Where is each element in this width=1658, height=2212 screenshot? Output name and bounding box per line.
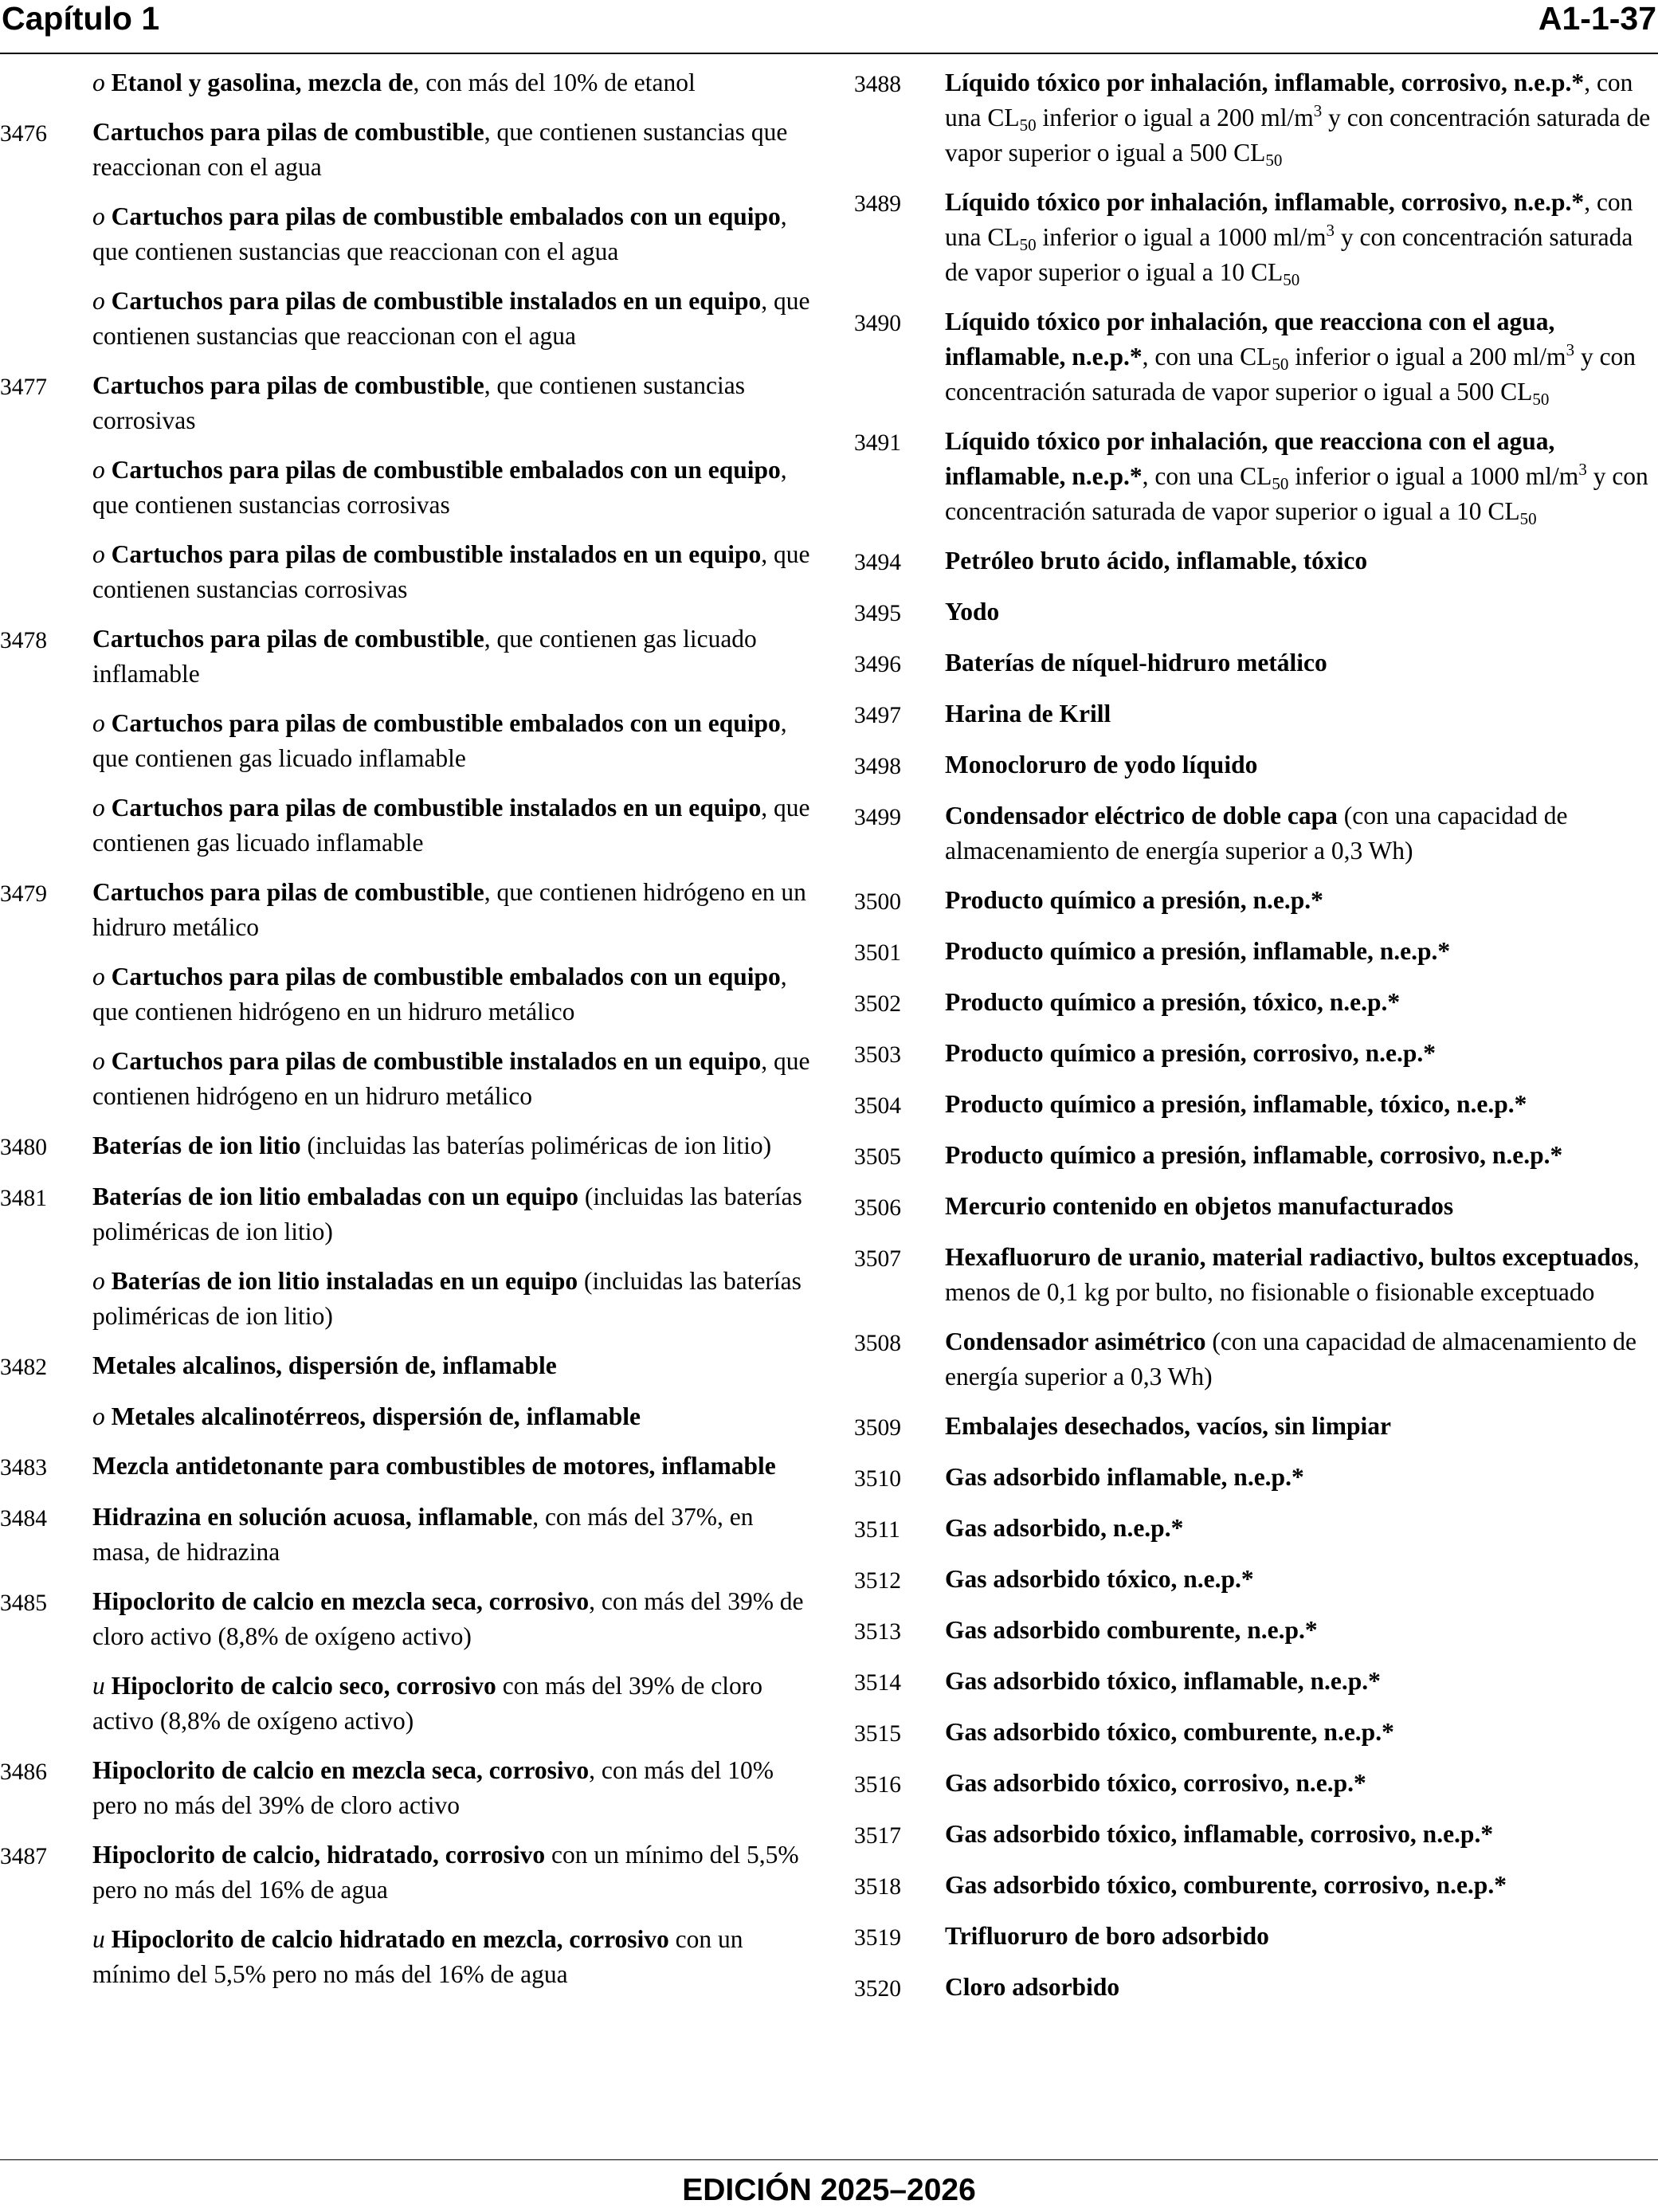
description-part: Gas adsorbido comburente, n.e.p.* — [945, 1616, 1318, 1644]
un-number: 3496 — [854, 652, 901, 677]
un-description — [92, 1837, 813, 1908]
un-entry — [0, 368, 813, 438]
un-number: 3513 — [854, 1619, 901, 1645]
un-number: 3499 — [854, 805, 901, 830]
un-number: 3500 — [854, 889, 901, 915]
un-entry — [854, 1511, 1658, 1547]
un-entry — [854, 883, 1658, 920]
edition-footer: EDICIÓN 2025–2026 — [682, 2173, 976, 2207]
description-part: , con más del 10% pero no más del 39% de cloro activo — [92, 1756, 774, 1819]
un-description — [92, 537, 813, 607]
description-part: o — [92, 287, 112, 315]
un-description — [945, 1460, 1658, 1495]
un-entry — [0, 1044, 813, 1114]
un-number — [0, 1922, 92, 1924]
un-description — [945, 1919, 1658, 1954]
un-entry — [0, 1753, 813, 1823]
description-part: Gas adsorbido inflamable, n.e.p.* — [945, 1463, 1304, 1491]
un-description — [945, 934, 1658, 969]
un-description — [945, 985, 1658, 1020]
description-part: Cartuchos para pilas de combustible embalados con un equipo — [111, 456, 781, 484]
un-number: 3498 — [854, 754, 901, 779]
un-description — [945, 1036, 1658, 1071]
un-entry — [0, 537, 813, 607]
description-part: , que contienen sustancias que reaccionan con el agua — [92, 118, 788, 181]
un-entry — [0, 706, 813, 776]
description-part: y con concentración saturada de vapor superior o igual a 500 CL — [945, 343, 1636, 406]
description-part: o — [92, 963, 112, 990]
un-description — [945, 424, 1658, 529]
un-number: 3477 — [0, 375, 47, 400]
chapter-title: Capítulo 1 — [2, 0, 160, 37]
un-number: 3478 — [0, 628, 47, 653]
description-part: , que contienen hidrógeno en un hidruro metálico — [92, 1047, 810, 1110]
un-number: 3511 — [854, 1517, 900, 1543]
description-part: Cartuchos para pilas de combustible embalados con un equipo — [111, 202, 781, 230]
un-number: 3479 — [0, 881, 47, 907]
description-part: , con una CL — [1142, 462, 1272, 490]
un-description — [945, 594, 1658, 629]
description-part: inferior o igual a 1000 ml/m — [1036, 223, 1327, 251]
description-part: 3 — [1313, 101, 1323, 120]
un-entry — [0, 790, 813, 861]
un-number — [0, 453, 92, 454]
description-part: Cartuchos para pilas de combustible instalados en un equipo — [111, 794, 762, 822]
description-part: o — [92, 456, 112, 484]
un-entry — [0, 65, 813, 100]
un-entry — [0, 1449, 813, 1485]
un-entry — [854, 1562, 1658, 1598]
un-number: 3486 — [0, 1759, 47, 1785]
un-number: 3482 — [0, 1355, 47, 1380]
un-entry — [854, 1715, 1658, 1751]
description-part: o — [92, 540, 112, 568]
description-part: , con más del 10% de etanol — [413, 69, 696, 96]
un-number: 3488 — [854, 72, 901, 97]
un-number — [0, 790, 92, 792]
un-entry — [854, 185, 1658, 290]
description-part: Gas adsorbido tóxico, inflamable, corrosivo, n.e.p.* — [945, 1820, 1494, 1848]
un-entry — [0, 1179, 813, 1249]
un-entry — [0, 199, 813, 269]
description-part: Hipoclorito de calcio seco, corrosivo — [111, 1672, 496, 1700]
description-part: Etanol y gasolina, mezcla de — [111, 69, 414, 96]
un-entry — [854, 1970, 1658, 2006]
un-entry — [854, 304, 1658, 410]
un-description — [945, 1613, 1658, 1648]
un-description — [945, 1511, 1658, 1546]
un-entry — [854, 934, 1658, 971]
description-part: Gas adsorbido tóxico, comburente, n.e.p.* — [945, 1718, 1394, 1746]
description-part: (incluidas las baterías poliméricas de ion litio) — [92, 1267, 802, 1330]
description-part: Gas adsorbido tóxico, comburente, corrosivo, n.e.p.* — [945, 1871, 1507, 1899]
un-description — [92, 959, 813, 1030]
un-entry — [854, 1138, 1658, 1175]
description-part: , con una CL — [1142, 343, 1272, 371]
description-part: Cartuchos para pilas de combustible — [92, 625, 484, 653]
un-entry — [854, 1817, 1658, 1853]
un-description — [92, 622, 813, 692]
un-number: 3505 — [854, 1144, 901, 1170]
description-part: , menos de 0,1 kg por bulto, no fisionable o fisionable exceptuado — [945, 1243, 1640, 1306]
description-part: 50 — [1283, 270, 1300, 289]
description-part: y con concentración saturada de vapor superior o igual a 500 CL — [945, 104, 1651, 167]
description-part: Cartuchos para pilas de combustible — [92, 118, 484, 146]
un-number — [0, 1044, 92, 1045]
un-entry — [854, 645, 1658, 682]
description-part: con un mínimo del 5,5% pero no más del 16% de agua — [92, 1841, 799, 1904]
un-description — [92, 706, 813, 776]
un-number: 3480 — [0, 1135, 47, 1160]
un-description — [945, 1562, 1658, 1597]
un-entry — [0, 284, 813, 354]
un-description — [92, 368, 813, 438]
un-description — [945, 304, 1658, 410]
un-number: 3483 — [0, 1455, 47, 1481]
un-description — [92, 1922, 813, 1992]
un-number: 3490 — [854, 311, 901, 336]
description-part: (con una capacidad de almacenamiento de energía superior a 0,3 Wh) — [945, 1328, 1637, 1390]
description-part: Metales alcalinotérreos, dispersión de, inflamable — [111, 1402, 641, 1430]
description-part: Producto químico a presión, corrosivo, n.e.p.* — [945, 1039, 1437, 1067]
description-part: Producto químico a presión, n.e.p.* — [945, 886, 1323, 914]
description-part: Hipoclorito de calcio en mezcla seca, corrosivo — [92, 1756, 590, 1784]
un-entry — [0, 1500, 813, 1570]
un-description — [92, 875, 813, 945]
description-part: o — [92, 202, 112, 230]
un-number — [0, 706, 92, 708]
description-part: , con una CL — [945, 188, 1633, 251]
un-entry — [0, 875, 813, 945]
un-entry — [854, 1613, 1658, 1649]
un-entry — [854, 1036, 1658, 1073]
un-entry — [0, 1128, 813, 1165]
description-part: o — [92, 794, 112, 822]
un-number: 3517 — [854, 1823, 901, 1849]
un-description — [945, 1138, 1658, 1173]
un-description — [945, 1409, 1658, 1444]
un-number: 3512 — [854, 1568, 901, 1594]
description-part: y con concentración saturada de vapor superior o igual a 10 CL — [945, 462, 1648, 525]
un-entry — [0, 453, 813, 523]
un-entry — [0, 1922, 813, 1992]
description-part: 50 — [1272, 355, 1289, 374]
un-number: 3520 — [854, 1976, 901, 2002]
description-part: (incluidas las baterías poliméricas de ion litio) — [92, 1182, 802, 1245]
description-part: , que contienen hidrógeno en un hidruro metálico — [92, 963, 787, 1026]
description-part: Gas adsorbido, n.e.p.* — [945, 1514, 1184, 1542]
un-entry — [0, 622, 813, 692]
un-description — [945, 1240, 1658, 1310]
un-description — [92, 1500, 813, 1570]
description-part: Hipoclorito de calcio, hidratado, corrosivo — [92, 1841, 546, 1869]
un-description — [945, 747, 1658, 782]
un-entry — [0, 959, 813, 1030]
description-part: Gas adsorbido tóxico, corrosivo, n.e.p.* — [945, 1769, 1366, 1797]
un-description — [92, 1584, 813, 1654]
description-part: 50 — [1272, 474, 1289, 493]
description-part: Baterías de ion litio — [92, 1131, 301, 1159]
un-description — [92, 199, 813, 269]
description-part: inferior o igual a 200 ml/m — [1288, 343, 1566, 371]
un-description — [92, 1044, 813, 1114]
un-number: 3515 — [854, 1721, 901, 1747]
un-entry — [854, 1766, 1658, 1802]
un-number — [0, 1669, 92, 1670]
un-description — [945, 543, 1658, 578]
description-part: o — [92, 69, 112, 96]
description-part: Gas adsorbido tóxico, n.e.p.* — [945, 1565, 1254, 1593]
description-part: u — [92, 1925, 112, 1953]
description-part: Yodo — [945, 598, 1000, 626]
description-part: con más del 39% de cloro activo (8,8% de oxígeno activo) — [92, 1672, 762, 1735]
un-number — [0, 537, 92, 539]
description-part: Cloro adsorbido — [945, 1973, 1120, 2001]
description-part: Mercurio contenido en objetos manufacturados — [945, 1192, 1454, 1220]
un-description — [92, 1669, 813, 1739]
un-number — [0, 1399, 92, 1401]
un-number — [0, 199, 92, 201]
un-description — [945, 1970, 1658, 2005]
description-part: Producto químico a presión, inflamable, n.e.p.* — [945, 937, 1451, 965]
footer-rule — [0, 2159, 1658, 2160]
un-description — [945, 1766, 1658, 1801]
description-part: Líquido tóxico por inhalación, inflamable, corrosivo, n.e.p.* — [945, 188, 1585, 216]
description-part: , que contienen gas licuado inflamable — [92, 794, 810, 857]
un-number: 3487 — [0, 1844, 47, 1869]
un-number: 3506 — [854, 1195, 901, 1221]
description-part: Metales alcalinos, dispersión de, inflamable — [92, 1351, 557, 1379]
un-entry — [854, 543, 1658, 580]
description-part: Hipoclorito de calcio hidratado en mezcla, corrosivo — [111, 1925, 669, 1953]
un-number: 3502 — [854, 991, 901, 1017]
description-part: (incluidas las baterías poliméricas de ion litio) — [300, 1131, 772, 1159]
un-entry — [0, 1669, 813, 1739]
un-entry — [0, 1399, 813, 1434]
un-entry — [854, 65, 1658, 171]
un-number — [0, 284, 92, 285]
description-part: Baterías de níquel-hidruro metálico — [945, 649, 1327, 677]
un-entry — [0, 1348, 813, 1385]
description-part: 50 — [1265, 151, 1283, 170]
un-entry — [854, 1324, 1658, 1394]
description-part: 50 — [1019, 235, 1037, 254]
description-part: Líquido tóxico por inhalación, inflamable, corrosivo, n.e.p.* — [945, 69, 1585, 96]
description-part: o — [92, 1047, 112, 1075]
description-part: 50 — [1519, 509, 1537, 528]
un-entry — [854, 424, 1658, 529]
description-part: , que contienen hidrógeno en un hidruro metálico — [92, 878, 806, 941]
description-part: u — [92, 1672, 112, 1700]
un-description — [945, 696, 1658, 731]
description-part: Condensador asimétrico — [945, 1328, 1206, 1355]
un-number: 3491 — [854, 430, 901, 456]
description-part: Cartuchos para pilas de combustible — [92, 878, 484, 906]
description-part: (con una capacidad de almacenamiento de energía superior a 0,3 Wh) — [945, 802, 1568, 865]
description-part: Líquido tóxico por inhalación, que reacciona con el agua, inflamable, n.e.p.* — [945, 308, 1555, 371]
un-description — [92, 284, 813, 354]
description-part: Trifluoruro de boro adsorbido — [945, 1922, 1269, 1950]
description-part: Hexafluoruro de uranio, material radiactivo, bultos exceptuados — [945, 1243, 1633, 1271]
un-number: 3510 — [854, 1466, 901, 1492]
un-entry — [854, 798, 1658, 869]
un-number: 3489 — [854, 191, 901, 217]
un-entry — [854, 985, 1658, 1022]
un-description — [945, 1868, 1658, 1903]
un-entry — [854, 1087, 1658, 1124]
un-number: 3494 — [854, 550, 901, 575]
description-part: , que contienen sustancias corrosivas — [92, 540, 810, 603]
page-code: A1-1-37 — [1538, 0, 1656, 37]
description-part: Monocloruro de yodo líquido — [945, 751, 1258, 779]
un-description — [92, 790, 813, 861]
description-part: Producto químico a presión, inflamable, tóxico, n.e.p.* — [945, 1090, 1527, 1118]
description-part: , con una CL — [945, 69, 1633, 131]
un-entry — [0, 1837, 813, 1908]
description-part: Mezcla antidetonante para combustibles de motores, inflamable — [92, 1452, 776, 1480]
un-entry — [854, 1189, 1658, 1226]
description-part: Gas adsorbido tóxico, inflamable, n.e.p.* — [945, 1667, 1381, 1695]
un-entry — [0, 115, 813, 185]
description-part: o — [92, 709, 112, 737]
description-part: o — [92, 1402, 112, 1430]
un-description — [945, 1324, 1658, 1394]
description-part: 50 — [1532, 390, 1550, 409]
description-part: Baterías de ion litio instaladas en un equipo — [111, 1267, 578, 1295]
un-description — [92, 1179, 813, 1249]
un-number: 3476 — [0, 121, 47, 147]
un-number: 3481 — [0, 1186, 47, 1211]
description-part: , con más del 37%, en masa, de hidrazina — [92, 1503, 754, 1566]
description-part: inferior o igual a 1000 ml/m — [1288, 462, 1579, 490]
un-description — [92, 1449, 813, 1484]
un-entry — [854, 1868, 1658, 1904]
description-part: , que contienen gas licuado inflamable — [92, 709, 787, 772]
un-entry — [0, 1584, 813, 1654]
description-part: , que contienen gas licuado inflamable — [92, 625, 757, 688]
un-description — [945, 1817, 1658, 1852]
page-header — [0, 0, 1658, 54]
un-number: 3509 — [854, 1415, 901, 1441]
un-description — [945, 1664, 1658, 1699]
un-description — [92, 453, 813, 523]
un-number: 3516 — [854, 1772, 901, 1798]
description-part: Cartuchos para pilas de combustible embalados con un equipo — [111, 709, 781, 737]
un-description — [945, 1189, 1658, 1224]
description-part: 3 — [1566, 340, 1575, 359]
description-part: 3 — [1578, 460, 1587, 479]
description-part: Hipoclorito de calcio en mezcla seca, corrosivo — [92, 1587, 590, 1615]
un-description — [92, 65, 813, 100]
description-part: Líquido tóxico por inhalación, que reacciona con el agua, inflamable, n.e.p.* — [945, 427, 1555, 490]
un-number: 3508 — [854, 1331, 901, 1356]
un-number: 3504 — [854, 1093, 901, 1119]
un-description — [92, 1264, 813, 1334]
description-part: y con concentración saturada de vapor superior o igual a 10 CL — [945, 223, 1633, 286]
un-number: 3501 — [854, 940, 901, 966]
un-description — [92, 1348, 813, 1383]
un-description — [945, 645, 1658, 680]
description-part: o — [92, 1267, 112, 1295]
un-entry — [854, 696, 1658, 733]
un-entry — [854, 1919, 1658, 1955]
un-entry — [854, 1240, 1658, 1310]
un-number — [0, 1264, 92, 1265]
description-part: Embalajes desechados, vacíos, sin limpiar — [945, 1412, 1392, 1440]
description-part: , que contienen sustancias corrosivas — [92, 371, 745, 434]
un-number: 3519 — [854, 1925, 901, 1951]
un-number: 3485 — [0, 1590, 47, 1616]
un-description — [945, 1715, 1658, 1750]
un-entry — [854, 1409, 1658, 1445]
un-description — [92, 1399, 813, 1434]
un-number: 3518 — [854, 1874, 901, 1900]
un-description — [945, 798, 1658, 869]
description-part: , que contienen sustancias corrosivas — [92, 456, 787, 519]
description-part: , que contienen sustancias que reaccionan con el agua — [92, 202, 787, 265]
description-part: Condensador eléctrico de doble capa — [945, 802, 1338, 830]
un-description — [92, 115, 813, 185]
un-description — [945, 185, 1658, 290]
un-number — [0, 65, 92, 67]
description-part: 3 — [1326, 221, 1335, 240]
description-part: , con más del 39% de cloro activo (8,8% de oxígeno activo) — [92, 1587, 804, 1650]
description-part: Producto químico a presión, tóxico, n.e.p.* — [945, 988, 1401, 1016]
description-part: con un mínimo del 5,5% pero no más del 16% de agua — [92, 1925, 743, 1988]
description-part: Cartuchos para pilas de combustible embalados con un equipo — [111, 963, 781, 990]
description-part: Hidrazina en solución acuosa, inflamable — [92, 1503, 533, 1531]
un-entry — [854, 1460, 1658, 1496]
un-description — [945, 883, 1658, 918]
description-part: , que contienen sustancias que reaccionan con el agua — [92, 287, 810, 350]
un-number: 3503 — [854, 1042, 901, 1068]
description-part: Petróleo bruto ácido, inflamable, tóxico — [945, 547, 1368, 575]
right-column — [854, 65, 1658, 2021]
un-entry — [854, 747, 1658, 784]
un-description — [92, 1753, 813, 1823]
un-description — [945, 1087, 1658, 1122]
description-part: Harina de Krill — [945, 700, 1111, 728]
left-column — [0, 65, 813, 2006]
description-part: Cartuchos para pilas de combustible instalados en un equipo — [111, 540, 762, 568]
un-number: 3495 — [854, 601, 901, 626]
description-part: Cartuchos para pilas de combustible — [92, 371, 484, 399]
un-description — [945, 65, 1658, 171]
un-description — [92, 1128, 813, 1163]
description-part: Cartuchos para pilas de combustible instalados en un equipo — [111, 1047, 762, 1075]
un-entry — [0, 1264, 813, 1334]
description-part: Baterías de ion litio embaladas con un equipo — [92, 1182, 578, 1210]
un-number — [0, 959, 92, 961]
un-number: 3507 — [854, 1246, 901, 1272]
un-number: 3514 — [854, 1670, 901, 1696]
description-part: Producto químico a presión, inflamable, corrosivo, n.e.p.* — [945, 1141, 1563, 1169]
un-entry — [854, 594, 1658, 631]
un-number: 3484 — [0, 1506, 47, 1532]
description-part: Cartuchos para pilas de combustible instalados en un equipo — [111, 287, 762, 315]
description-part: 50 — [1019, 116, 1037, 135]
un-entry — [854, 1664, 1658, 1700]
un-number: 3497 — [854, 703, 901, 728]
description-part: inferior o igual a 200 ml/m — [1036, 104, 1314, 131]
